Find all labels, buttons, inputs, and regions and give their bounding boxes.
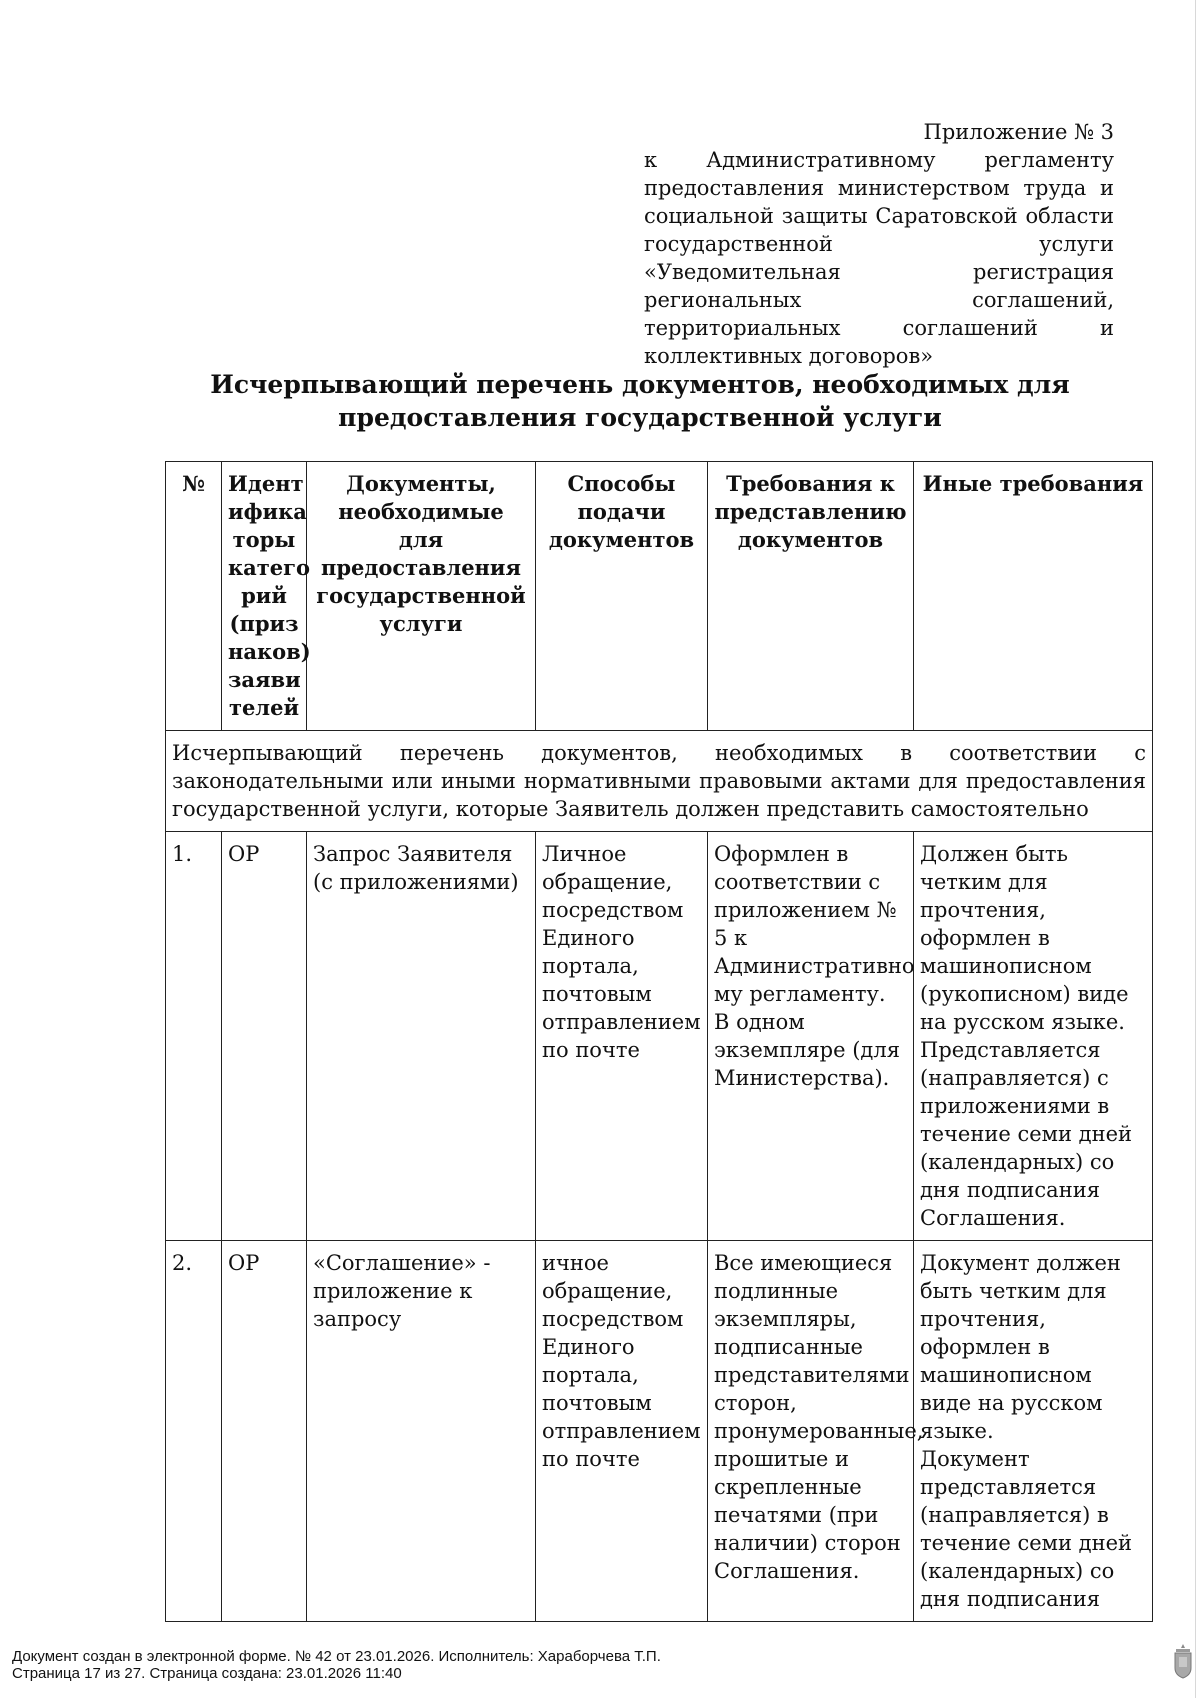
row-number: 2.	[166, 1241, 222, 1622]
row-other: Документ должен быть четким для прочтения, оформлен в машинописном виде на русском языке. Документ представляется (направляется) в течение семи дней (календарных) со дня подписания	[914, 1241, 1153, 1622]
header-category: Идент ифика торы катего рий (приз наков) заяви телей	[222, 462, 307, 731]
section-row	[166, 731, 1153, 832]
row-number: 1.	[166, 832, 222, 1241]
footer-line-document: Документ создан в электронной форме. № 42 от 23.01.2026. Исполнитель: Хараборчева Т.П.	[12, 1648, 661, 1665]
header-number: №	[166, 462, 222, 731]
row-document: «Соглашение» - приложение к запросу	[307, 1241, 536, 1622]
row-requirements: Оформлен в соответствии с приложением № 5 к Административно му регламенту. В одном экземпляре (для Министерства).	[708, 832, 914, 1241]
table-header-row	[166, 462, 1153, 731]
header-documents: Документы, необходимые для предоставления государственной услуги	[307, 462, 536, 731]
row-requirements: Все имеющиеся подлинные экземпляры, подписанные представителями сторон, пронумерованные, прошитые и скрепленные печатями (при наличии) сторон Соглашения.	[708, 1241, 914, 1622]
footer-line-page: Страница 17 из 27. Страница создана: 23.01.2026 11:40	[12, 1665, 402, 1682]
coat-of-arms-icon	[1172, 1643, 1194, 1679]
row-method: ичное обращение, посредством Единого портала, почтовым отправлением по почте	[536, 1241, 708, 1622]
row-other: Должен быть четким для прочтения, оформлен в машинописном (рукописном) виде на русском языке. Представляется (направляется) с приложениями в течение семи дней (календарных) со дня подписания Соглашения.	[914, 832, 1153, 1241]
section-text: Исчерпывающий перечень документов, необходимых в соответствии с законодательными или иными нормативными правовыми актами для предоставления государственной услуги, которые Заявитель должен представить самостоятельно	[166, 731, 1153, 832]
appendix-text: к Административному регламенту предоставления министерством труда и социальной защиты Саратовской области государственной услуги «Уведомительная регистрация региональных соглашений, территориальных соглашений и коллективных договоров»	[644, 148, 1114, 368]
header-other: Иные требования	[914, 462, 1153, 731]
row-method: Личное обращение, посредством Единого портала, почтовым отправлением по почте	[536, 832, 708, 1241]
header-methods: Способы подачи документов	[536, 462, 708, 731]
appendix-header	[644, 118, 1114, 370]
table-row	[166, 832, 1153, 1241]
row-document: Запрос Заявителя (с приложениями)	[307, 832, 536, 1241]
document-title: Исчерпывающий перечень документов, необходимых для предоставления государственной услуги	[210, 370, 1070, 432]
page-footer	[12, 1648, 661, 1682]
appendix-number: Приложение № 3	[923, 120, 1114, 144]
documents-table	[165, 461, 1153, 1622]
page-edge-line	[1195, 0, 1196, 1698]
header-requirements: Требования к представлению документов	[708, 462, 914, 731]
row-category: ОР	[222, 832, 307, 1241]
row-category: ОР	[222, 1241, 307, 1622]
table-row	[166, 1241, 1153, 1622]
